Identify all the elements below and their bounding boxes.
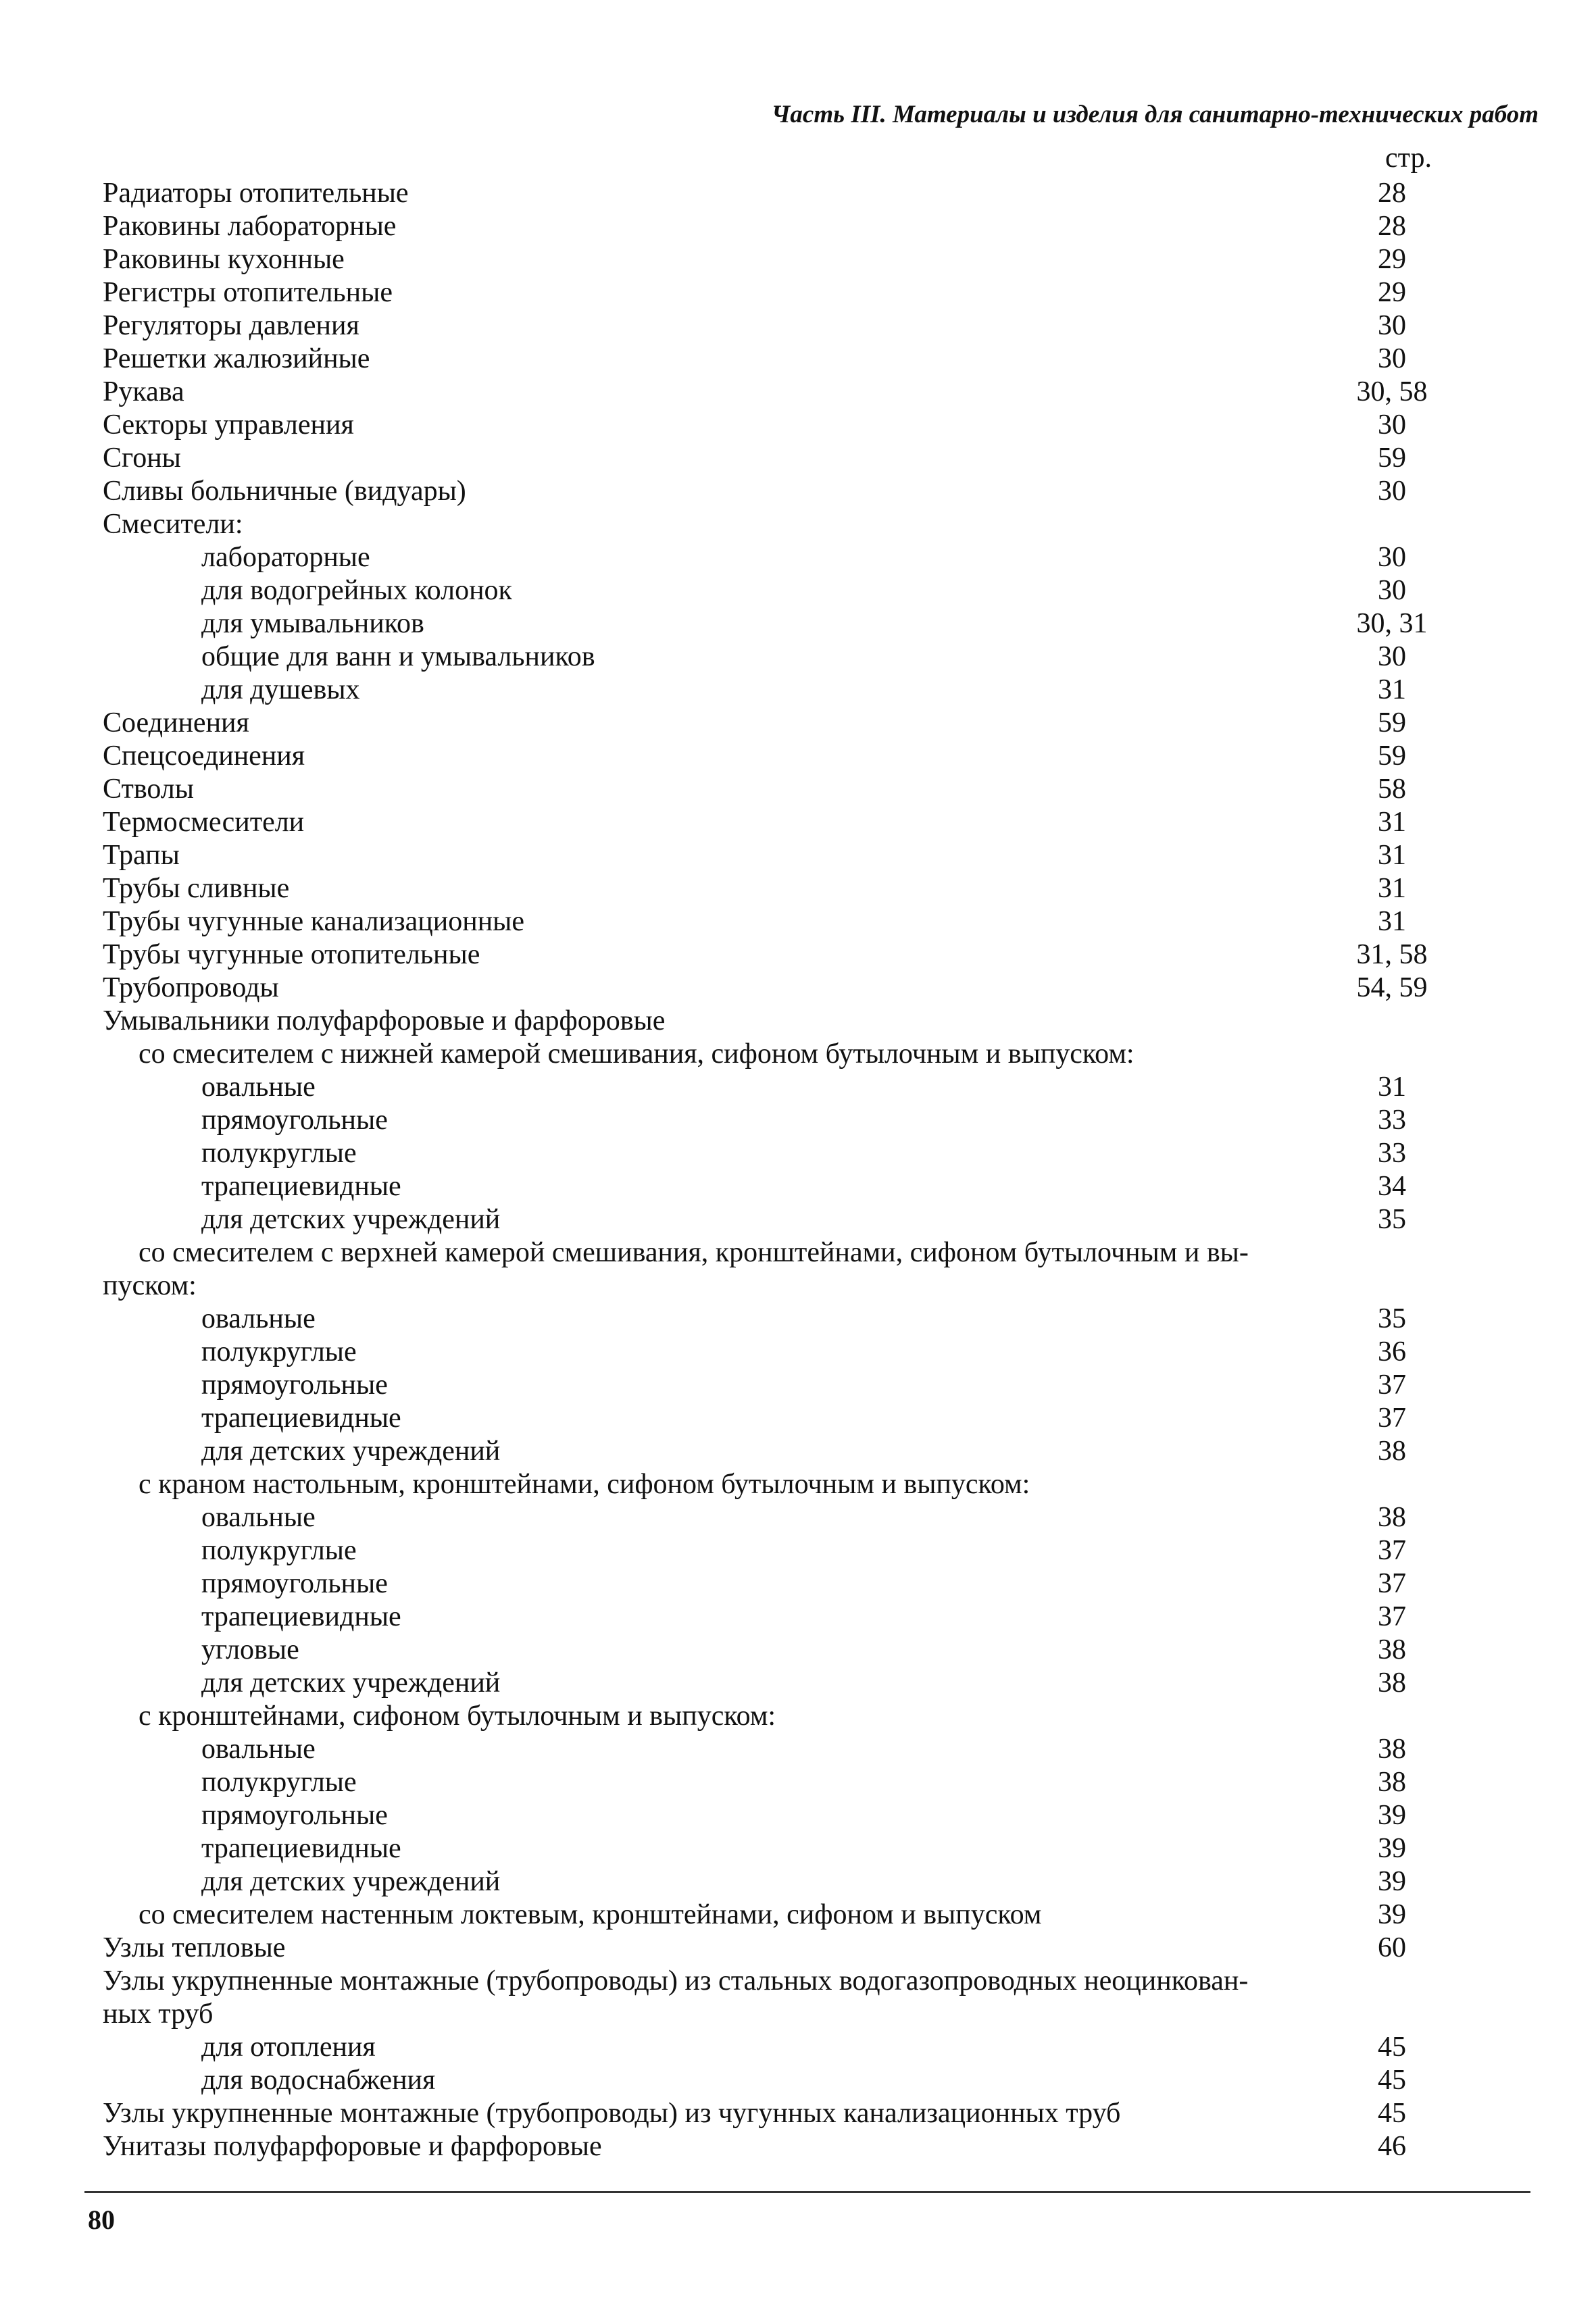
index-entry-text: Рукава <box>103 376 184 407</box>
index-entry <box>0 409 1596 442</box>
index-entry-text: для детских учреждений <box>201 1866 501 1897</box>
index-entry <box>0 1799 1596 1832</box>
index-entry <box>0 574 1596 607</box>
index-entry-page: 31 <box>1378 807 1406 838</box>
index-entry-text: Трубы сливные <box>103 873 290 904</box>
index-entry <box>0 1567 1596 1601</box>
index-entry <box>0 1468 1596 1501</box>
index-entry-page: 29 <box>1378 277 1406 308</box>
index-entry <box>0 1733 1596 1766</box>
index-entry <box>0 1137 1596 1170</box>
index-entry-text: Узлы укрупненные монтажные (трубопроводы) из чугунных канализационных труб <box>103 2098 1121 2129</box>
index-entry-text: для детских учреждений <box>201 1667 501 1699</box>
index-entry-text: общие для ванн и умывальников <box>201 641 595 672</box>
index-entry-text: овальные <box>201 1072 316 1103</box>
index-entry <box>0 773 1596 806</box>
index-entry <box>0 1634 1596 1667</box>
index-entry-page: 33 <box>1378 1138 1406 1169</box>
index-entry-text: Радиаторы отопительные <box>103 178 409 209</box>
index-entry-text: с кронштейнами, сифоном бутылочным и выпуском: <box>139 1701 776 1732</box>
index-entry <box>0 1932 1596 1965</box>
index-entry <box>0 1269 1596 1303</box>
index-entry <box>0 1501 1596 1534</box>
index-entry <box>0 1667 1596 1700</box>
index-entry-text: лабораторные <box>201 542 370 573</box>
index-entry-text: Регистры отопительные <box>103 277 393 308</box>
index-entry-text: полукруглые <box>201 1535 357 1566</box>
index-entry-text: с краном настольным, кронштейнами, сифоном бутылочным и выпуском: <box>139 1469 1030 1500</box>
index-entry-text: для отопления <box>201 2032 376 2063</box>
index-entry-page: 29 <box>1378 244 1406 275</box>
index-entry <box>0 475 1596 508</box>
index-entry-text: прямоугольные <box>201 1369 388 1401</box>
index-entry-page: 46 <box>1378 2131 1406 2162</box>
index-entry <box>0 674 1596 707</box>
index-entry-text: пуском: <box>103 1270 197 1301</box>
index-entry-page: 38 <box>1378 1436 1406 1467</box>
index-entry <box>0 1236 1596 1269</box>
index-entry <box>0 177 1596 210</box>
index-entry <box>0 1832 1596 1865</box>
index-entry-text: для детских учреждений <box>201 1204 501 1235</box>
index-entry <box>0 276 1596 309</box>
index-entry-text: Раковины кухонные <box>103 244 345 275</box>
index-entry-text: трапециевидные <box>201 1403 401 1434</box>
index-entry-page: 38 <box>1378 1634 1406 1665</box>
index-entry-text: со смесителем с верхней камерой смешивания, кронштейнами, сифоном бутылочным и вы- <box>139 1237 1249 1268</box>
index-entry <box>0 1766 1596 1799</box>
index-entry-page: 31 <box>1378 840 1406 871</box>
index-entry-page: 33 <box>1378 1105 1406 1136</box>
index-entry-page: 30 <box>1378 409 1406 441</box>
index-entry <box>0 1998 1596 2031</box>
index-entry-page: 37 <box>1378 1601 1406 1632</box>
index-entry-text: ных труб <box>103 1998 214 2030</box>
index-entry <box>0 2130 1596 2163</box>
index-entry-text: полукруглые <box>201 1138 357 1169</box>
index-entry-page: 31 <box>1378 873 1406 904</box>
index-entry-text: Трубопроводы <box>103 972 279 1003</box>
index-entry-page: 37 <box>1378 1568 1406 1599</box>
index-entry-text: трапециевидные <box>201 1171 401 1202</box>
index-entry-page: 45 <box>1378 2098 1406 2129</box>
index-entry <box>0 376 1596 409</box>
index-entry-text: овальные <box>201 1502 316 1533</box>
index-entry-text: Смесители: <box>103 509 243 540</box>
index-entry-page: 60 <box>1378 1932 1406 1963</box>
index-entry <box>0 1965 1596 1998</box>
index-entry-page: 30 <box>1378 310 1406 341</box>
index-entry-page: 38 <box>1378 1734 1406 1765</box>
index-entry-text: Термосмесители <box>103 807 305 838</box>
index-entry-page: 39 <box>1378 1899 1406 1930</box>
index-entry-page: 30 <box>1378 542 1406 573</box>
index-entry <box>0 1203 1596 1236</box>
index-entry-text: для душевых <box>201 674 360 705</box>
index-entry <box>0 2031 1596 2064</box>
index-entry-text: Регуляторы давления <box>103 310 359 341</box>
index-entry <box>0 2064 1596 2097</box>
index-entry <box>0 541 1596 574</box>
index-entry <box>0 905 1596 938</box>
index-entry <box>0 640 1596 674</box>
index-entry <box>0 607 1596 640</box>
index-entry <box>0 806 1596 839</box>
index-entry-text: Раковины лабораторные <box>103 211 397 242</box>
index-entry <box>0 442 1596 475</box>
index-entry <box>0 707 1596 740</box>
index-entry <box>0 1369 1596 1402</box>
index-entry <box>0 309 1596 343</box>
index-entry-text: Узлы укрупненные монтажные (трубопроводы) из стальных водогазопроводных неоцинкован- <box>103 1965 1249 1996</box>
index-entry-page: 34 <box>1378 1171 1406 1202</box>
index-entry-text: Умывальники полуфарфоровые и фарфоровые <box>103 1005 666 1036</box>
index-entry-text: Соединения <box>103 707 249 738</box>
index-entry <box>0 1336 1596 1369</box>
index-entry-page: 38 <box>1378 1502 1406 1533</box>
index-entry-page: 45 <box>1378 2065 1406 2096</box>
index-entry-text: Решетки жалюзийные <box>103 343 370 374</box>
index-entry-page: 37 <box>1378 1535 1406 1566</box>
index-entry-text: Стволы <box>103 774 194 805</box>
index-entry-page: 39 <box>1378 1866 1406 1897</box>
index-entry-page: 37 <box>1378 1403 1406 1434</box>
index-entry-text: Секторы управления <box>103 409 354 441</box>
index-entry <box>0 2097 1596 2130</box>
index-entry-text: Трубы чугунные отопительные <box>103 939 480 970</box>
index-entry-page: 28 <box>1378 178 1406 209</box>
index-entry-text: овальные <box>201 1303 316 1334</box>
index-entry-text: для умывальников <box>201 608 424 639</box>
running-header: Часть III. Материалы и изделия для санитарно-технических работ <box>771 101 1539 128</box>
index-entry <box>0 839 1596 872</box>
index-entry-page: 30 <box>1378 641 1406 672</box>
index-entry-page: 59 <box>1378 707 1406 738</box>
index-entry-text: трапециевидные <box>201 1601 401 1632</box>
index-entry-text: Узлы тепловые <box>103 1932 286 1963</box>
index-entry-text: со смесителем настенным локтевым, кронштейнами, сифоном и выпуском <box>139 1899 1042 1930</box>
index-entry-page: 59 <box>1378 740 1406 772</box>
index-entry-text: для водоснабжения <box>201 2065 436 2096</box>
index-entry-page: 30 <box>1378 575 1406 606</box>
index-entry-text: Трапы <box>103 840 180 871</box>
index-entry-text: прямоугольные <box>201 1105 388 1136</box>
index-entry-page: 28 <box>1378 211 1406 242</box>
page-column-label: стр. <box>1385 143 1432 174</box>
index-entry <box>0 1005 1596 1038</box>
index-entry <box>0 1170 1596 1203</box>
index-entry <box>0 508 1596 541</box>
index-entry-page: 39 <box>1378 1800 1406 1831</box>
index-entry-page: 31 <box>1378 906 1406 937</box>
index-entry-text: для детских учреждений <box>201 1436 501 1467</box>
index-entry <box>0 1038 1596 1071</box>
index-entry <box>0 1700 1596 1733</box>
index-entry <box>0 210 1596 243</box>
index-entry-text: прямоугольные <box>201 1800 388 1831</box>
index-entry-text: полукруглые <box>201 1767 357 1798</box>
index-entry-page: 35 <box>1378 1204 1406 1235</box>
index-entry <box>0 1402 1596 1435</box>
index-entry <box>0 938 1596 972</box>
index-entry-text: со смесителем с нижней камерой смешивания, сифоном бутылочным и выпуском: <box>139 1038 1134 1070</box>
index-entry <box>0 1104 1596 1137</box>
index-entry-page: 59 <box>1378 443 1406 474</box>
index-entry-page: 58 <box>1378 774 1406 805</box>
index-entry <box>0 1898 1596 1932</box>
index-entry-text: овальные <box>201 1734 316 1765</box>
index-entry-text: Спецсоединения <box>103 740 305 772</box>
footer-rule <box>84 2191 1530 2193</box>
index-entry <box>0 1534 1596 1567</box>
index-entry-page: 39 <box>1378 1833 1406 1864</box>
index-entry-page: 54, 59 <box>1356 972 1428 1003</box>
index-entry-text: для водогрейных колонок <box>201 575 512 606</box>
index-entry <box>0 243 1596 276</box>
index-entry-page: 31, 58 <box>1356 939 1428 970</box>
index-entry <box>0 740 1596 773</box>
index-entry-text: полукруглые <box>201 1336 357 1367</box>
index-entry-text: прямоугольные <box>201 1568 388 1599</box>
index-entry <box>0 1865 1596 1898</box>
index-entry-page: 31 <box>1378 674 1406 705</box>
index-entry-page: 36 <box>1378 1336 1406 1367</box>
index-entry <box>0 972 1596 1005</box>
index-entry <box>0 1601 1596 1634</box>
index-entry-text: трапециевидные <box>201 1833 401 1864</box>
index-entry <box>0 343 1596 376</box>
index-entry-page: 30, 31 <box>1356 608 1428 639</box>
page-number: 80 <box>88 2205 115 2235</box>
index-entry <box>0 1435 1596 1468</box>
index-entry-page: 30 <box>1378 343 1406 374</box>
index-entry-text: Унитазы полуфарфоровые и фарфоровые <box>103 2131 602 2162</box>
index-entry-page: 45 <box>1378 2032 1406 2063</box>
index-entry <box>0 1303 1596 1336</box>
subject-index <box>0 177 1596 2163</box>
index-entry <box>0 1071 1596 1104</box>
index-entry-page: 30 <box>1378 476 1406 507</box>
index-entry-page: 35 <box>1378 1303 1406 1334</box>
index-entry-page: 30, 58 <box>1356 376 1428 407</box>
index-entry-page: 37 <box>1378 1369 1406 1401</box>
index-entry-page: 38 <box>1378 1667 1406 1699</box>
index-entry-text: угловые <box>201 1634 299 1665</box>
index-entry-page: 31 <box>1378 1072 1406 1103</box>
index-entry-text: Сгоны <box>103 443 181 474</box>
index-entry-page: 38 <box>1378 1767 1406 1798</box>
index-entry-text: Сливы больничные (видуары) <box>103 476 466 507</box>
index-entry <box>0 872 1596 905</box>
index-entry-text: Трубы чугунные канализационные <box>103 906 525 937</box>
